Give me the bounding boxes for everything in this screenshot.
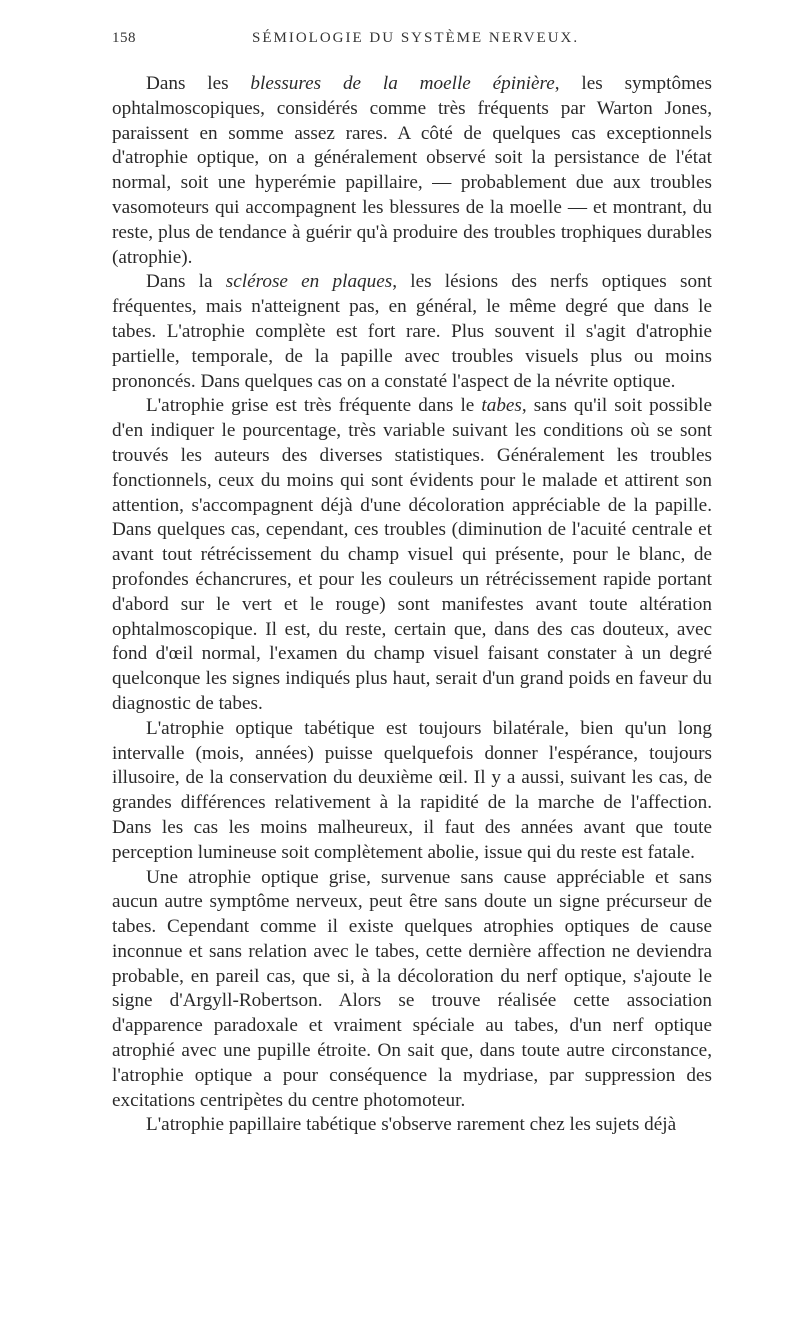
paragraph-text: L'atrophie papillaire tabétique s'observe rarement chez les sujets déjà <box>146 1114 677 1136</box>
paragraph-text: , les lésions des nerfs optiques sont fréquentes, mais n'atteignent pas, en général, le même degré que dans le tabes. L'atrophie complète est fort rare. Plus souvent il s'agit d'atrophie partielle, temporale, de la papille avec troubles visuels plus ou moins prononcés. Dans quelques cas on a constaté l'aspect de la névrite optique. <box>112 271 713 392</box>
paragraph-spinal-injuries <box>112 72 712 270</box>
paragraph-text: , les symptômes ophtalmoscopiques, considérés comme très fréquents par Warton Jones, paraissent en somme assez rares. A côté de quelques cas exceptionnels d'atrophie optique, on a généralement observé soit la persistance de l'état normal, soit une hyperémie papillaire, — probablement due aux troubles vasomoteurs qui accompagnent les blessures de la moelle — et montrant, du reste, plus de tendance à guérir qu'à produire des troubles trophiques durables (atrophie). <box>112 73 712 268</box>
running-title: SÉMIOLOGIE DU SYSTÈME NERVEUX. <box>252 30 580 46</box>
paragraph-text: L'atrophie optique tabétique est toujours bilatérale, bien qu'un long intervalle (mois, années) puisse quelquefois donner l'espérance, toujours illusoire, de la conservation du deuxième œil. Il y a aussi, suivant les cas, de grandes différences relativement à la rapidité de la marche de l'affection. Dans les cas les moins malheureux, il faut des années avant que toute perception lumineuse soit complètement abolie, issue qui du reste est fatale. <box>112 717 712 863</box>
paragraph-text: Dans les <box>146 73 251 94</box>
paragraph-bilateral-atrophy <box>112 717 712 866</box>
emphasis-term: tabes <box>481 395 522 417</box>
paragraph-tabes-atrophy <box>112 394 712 716</box>
book-page <box>112 30 712 1138</box>
emphasis-term: blessures de la moelle épinière <box>250 73 555 94</box>
page-number: 158 <box>112 30 136 46</box>
paragraph-grey-atrophy <box>112 866 712 1114</box>
running-header <box>112 30 712 60</box>
paragraph-text: , sans qu'il soit possible d'en indiquer le pourcentage, très variable suivant les conditions où se sont trouvés les auteurs des diverses statistiques. Généralement les troubles fonctionnels, ceux du moins qui sont évidents pour le malade et attirent son attention, s'accompagnent déjà d'une décoloration appréciable de la papille. Dans quelques cas, cependant, ces troubles (diminution de l'acuité centrale et avant tout rétrécissement du champ visuel qui présente, pour le blanc, de profondes échancrures, et pour les couleurs un rétrécissement rapide portant d'abord sur le vert et le rouge) sont manifestes avant toute altération ophtalmoscopique. Il est, du reste, certain que, dans des cas douteux, avec fond d'œil normal, l'examen du champ visuel faisant constater à un degré quelconque les signes indiqués plus haut, serait d'un grand poids en faveur du diagnostic de tabes. <box>112 395 712 714</box>
body-text <box>112 72 712 1138</box>
paragraph-text: L'atrophie grise est très fréquente dans le <box>146 395 482 417</box>
paragraph-text: Dans la <box>146 271 226 293</box>
emphasis-term: sclérose en plaques <box>225 271 393 293</box>
paragraph-papillary-atrophy <box>112 1113 712 1138</box>
paragraph-text: Une atrophie optique grise, survenue sans cause appréciable et sans aucun autre symptôme nerveux, peut être sans doute un signe précurseur de tabes. Cependant comme il existe quelques atrophies optiques de cause inconnue et sans relation avec le tabes, cette dernière affection ne deviendra probable, en pareil cas, que si, à la décoloration du nerf optique, s'ajoute le signe d'Argyll-Robertson. Alors se trouve réalisée cette association d'apparence paradoxale et vraiment spéciale au tabes, d'un nerf optique atrophié avec une pupille étroite. On sait que, dans toute autre circonstance, l'atrophie optique a pour conséquence la mydriase, par suppression des excitations centripètes du centre photomoteur. <box>112 866 712 1111</box>
paragraph-multiple-sclerosis <box>112 270 712 394</box>
